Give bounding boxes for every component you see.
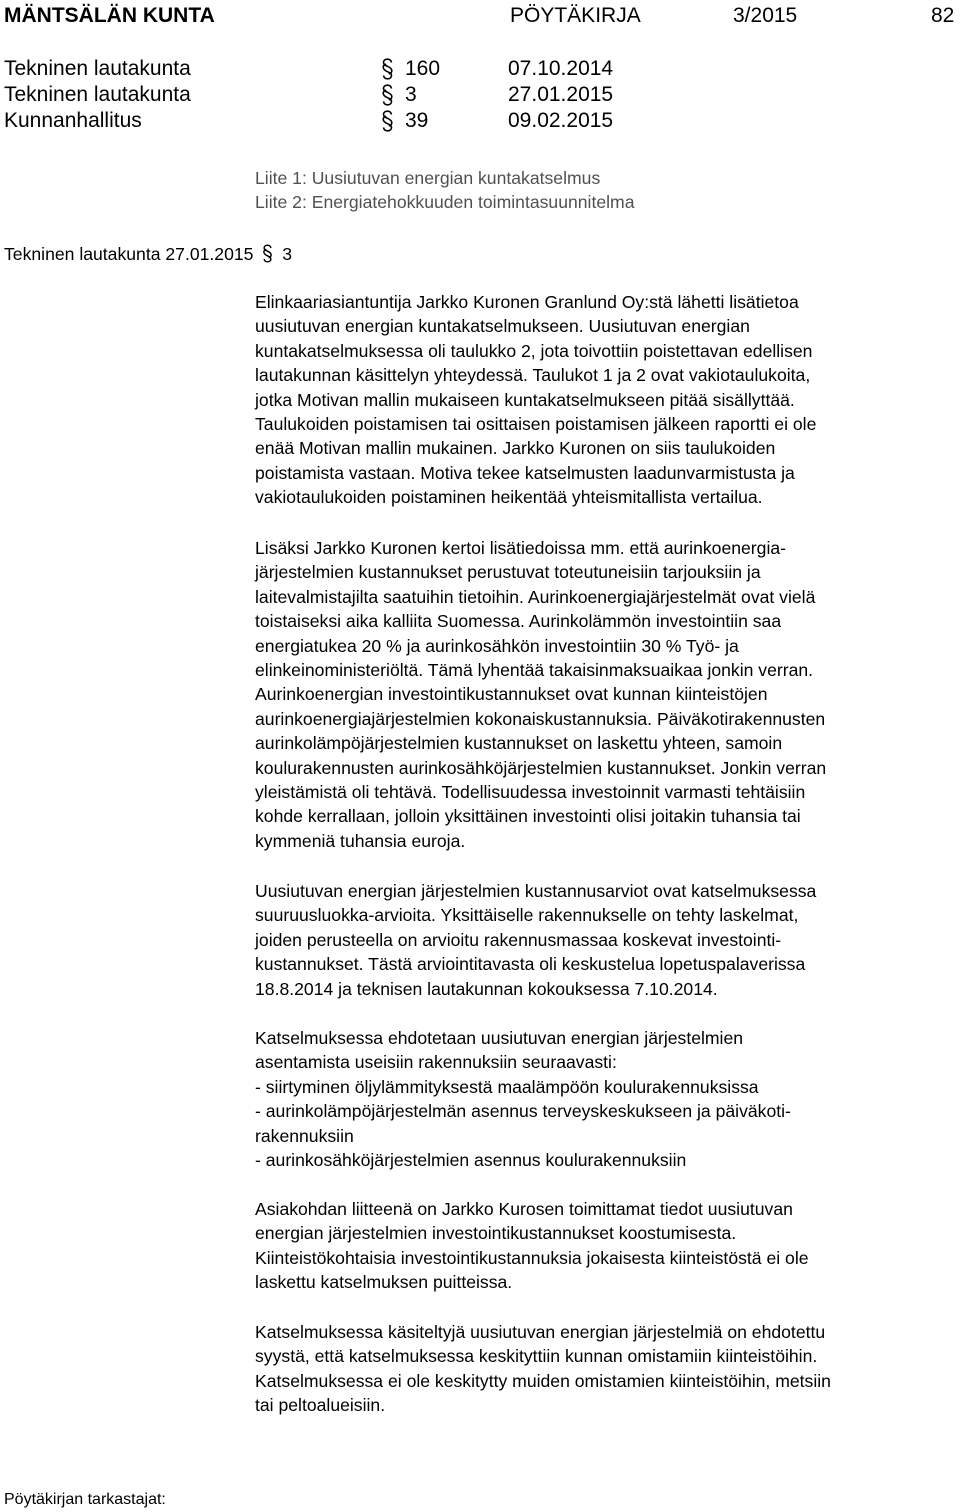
organization-name: MÄNTSÄLÄN KUNTA (4, 4, 215, 27)
paragraph-line: lautakunnan käsittelyn yhteydessä. Taulukot 1 ja 2 ovat vakiotaulukoita, (255, 365, 811, 386)
paragraph-line: yleistämistä oli tehtävä. Todellisuudessa investoinnit varmasti tehtäisiin (255, 782, 806, 803)
paragraph-line: vakiotaulukoiden poistaminen heikentää yhteismitallista vertailua. (255, 487, 763, 508)
paragraph-line: Katselmuksessa ehdotetaan uusiutuvan energian järjestelmien (255, 1028, 744, 1048)
paragraph-1 (255, 290, 955, 510)
paragraph-line: syystä, että katselmuksessa keskityttiin kunnan omistamiin kiinteistöihin. (255, 1346, 818, 1367)
meeting-section: 160 (405, 57, 441, 80)
meeting-body: Tekninen lautakunta (4, 57, 191, 80)
list-item-continuation: rakennuksiin (255, 1125, 354, 1146)
list-item: - siirtyminen öljylämmityksestä maalämpöön koulurakennuksissa (255, 1076, 759, 1097)
attachment-1: Liite 1: Uusiutuvan energian kuntakatselmus (255, 168, 601, 188)
meeting-date: 27.01.2015 (508, 83, 614, 106)
section-sign-icon (262, 244, 273, 263)
paragraph-5 (255, 1197, 955, 1295)
paragraph-2 (255, 536, 955, 853)
paragraph-line: joiden perusteella on arvioitu rakennusmassaa koskevat investointi- (255, 929, 782, 950)
section-sign-icon (381, 110, 394, 132)
paragraph-line: Katselmuksessa käsiteltyjä uusiutuvan energian järjestelmiä on ehdotettu (255, 1322, 826, 1342)
paragraph-line: enää Motivan mallin mukainen. Jarkko Kuronen on siis taulukoiden (255, 438, 776, 459)
paragraph-line: Aurinkoenergian investointikustannukset ovat kunnan kiinteistöjen (255, 684, 768, 705)
paragraph-4 (255, 1026, 955, 1172)
paragraph-line: kuntakatselmuksessa oli taulukko 2, jota toivottiin poistettavan edellisen (255, 340, 813, 361)
paragraph-line: Uusiutuvan energian järjestelmien kustannusarviot ovat katselmuksessa (255, 881, 817, 901)
paragraph-line: jotka Motivan mallin mukaiseen kuntakatselmukseen pitää sisällyttää. (255, 389, 795, 410)
paragraph-line: asentamista useisiin rakennuksiin seuraavasti: (255, 1052, 617, 1073)
paragraph-line: suuruusluokka-arvioita. Yksittäiselle rakennukselle on tehty laskelmat, (255, 905, 799, 926)
list-item: - aurinkolämpöjärjestelmän asennus terveyskeskukseen ja päiväkoti- (255, 1101, 791, 1122)
section-reference-number: 3 (282, 244, 293, 264)
paragraph-line: laitevalmistajilta saatuihin tietoihin. Aurinkoenergiajärjestelmät ovat vielä (255, 586, 816, 607)
paragraph-line: Lisäksi Jarkko Kuronen kertoi lisätiedoissa mm. että aurinkoenergia- (255, 538, 786, 558)
paragraph-line: Elinkaariasiantuntija Jarkko Kuronen Granlund Oy:stä lähetti lisätietoa (255, 292, 799, 312)
paragraph-line: toistaiseksi aika kalliita Suomessa. Aurinkolämmön investointiin saa (255, 611, 782, 632)
paragraph-6 (255, 1320, 955, 1418)
paragraph-line: energian järjestelmien investointikustannukset koostumisesta. (255, 1223, 737, 1244)
meeting-body: Kunnanhallitus (4, 109, 142, 132)
document-type: PÖYTÄKIRJA (510, 4, 641, 27)
footer-reviewers-label: Pöytäkirjan tarkastajat: (4, 1491, 166, 1508)
paragraph-line: aurinkolämpöjärjestelmien kustannukset on laskettu yhteen, samoin (255, 733, 783, 754)
paragraph-line: tai peltoalueisiin. (255, 1395, 386, 1416)
paragraph-line: järjestelmien kustannukset perustuvat toteutuneisiin tarjouksiin ja (255, 562, 761, 583)
paragraph-3 (255, 879, 955, 1001)
paragraph-line: aurinkoenergiajärjestelmien kokonaiskustannuksia. Päiväkotirakennusten (255, 708, 826, 729)
section-sign-icon (381, 58, 394, 80)
page-number: 82 (931, 4, 955, 27)
section-reference-label: Tekninen lautakunta 27.01.2015 (4, 244, 254, 264)
paragraph-line: Kiinteistökohtaisia investointikustannuksia jokaisesta kiinteistöstä ei ole (255, 1247, 809, 1268)
section-reference (4, 242, 292, 266)
section-sign-icon (381, 84, 394, 106)
meeting-date: 09.02.2015 (508, 109, 614, 132)
attachment-2: Liite 2: Energiatehokkuuden toimintasuunnitelma (255, 192, 635, 212)
list-item: - aurinkosähköjärjestelmien asennus koulurakennuksiin (255, 1150, 687, 1171)
meeting-section: 39 (405, 109, 429, 132)
meeting-body: Tekninen lautakunta (4, 83, 191, 106)
paragraph-line: kustannukset. Tästä arviointitavasta oli keskustelua lopetuspalaverissa (255, 954, 806, 975)
paragraph-line: energiatukea 20 % ja aurinkosähkön investointiin 30 % Työ- ja (255, 635, 739, 656)
paragraph-line: Asiakohdan liitteenä on Jarkko Kurosen toimittamat tiedot uusiutuvan (255, 1199, 793, 1219)
paragraph-line: kohde kerrallaan, jolloin yksittäinen investointi olisi joitakin tuhansia tai (255, 806, 801, 827)
meeting-date: 07.10.2014 (508, 57, 614, 80)
paragraph-line: Katselmuksessa ei ole keskitytty muiden omistamien kiinteistöihin, metsiin (255, 1370, 831, 1391)
paragraph-line: koulurakennusten aurinkosähköjärjestelmien kustannukset. Jonkin verran (255, 757, 827, 778)
paragraph-line: uusiutuvan energian kuntakatselmukseen. Uusiutuvan energian (255, 316, 750, 337)
paragraph-line: elinkeinoministeriöltä. Tämä lyhentää takaisinmaksuaikaa jonkin verran. (255, 660, 814, 681)
paragraph-line: Taulukoiden poistamisen tai osittaisen poistamisen jälkeen raportti ei ole (255, 414, 817, 435)
paragraph-line: kymmeniä tuhansia euroja. (255, 830, 466, 851)
paragraph-line: poistamista vastaan. Motiva tekee katselmusten laadunvarmistusta ja (255, 462, 795, 483)
document-number: 3/2015 (733, 4, 798, 27)
paragraph-line: laskettu katselmuksen puitteissa. (255, 1272, 513, 1293)
meeting-section: 3 (405, 83, 417, 106)
paragraph-line: 18.8.2014 ja teknisen lautakunnan kokouksessa 7.10.2014. (255, 978, 718, 999)
